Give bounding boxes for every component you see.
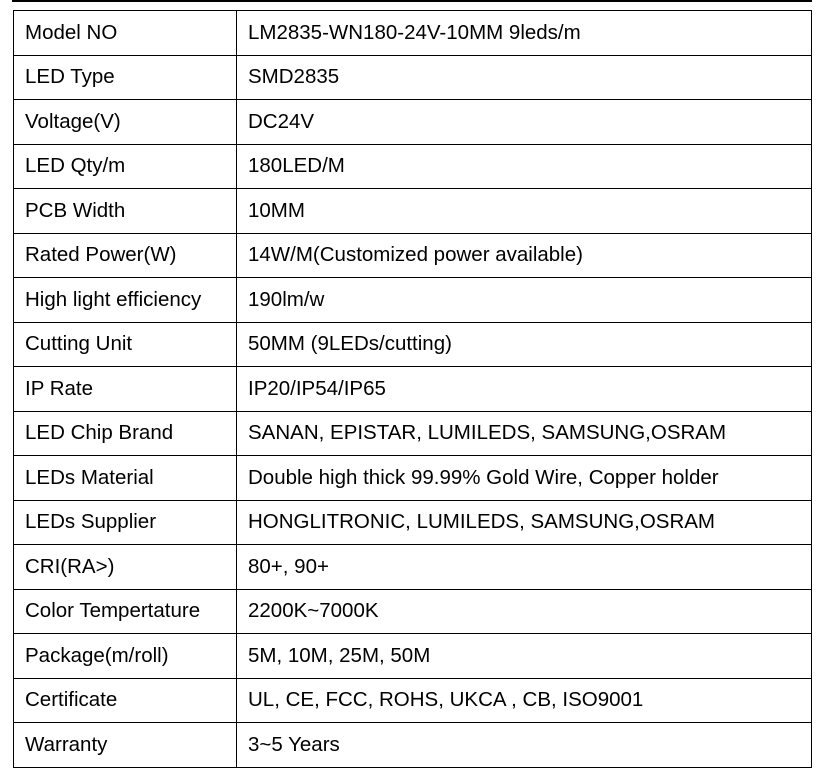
table-row	[14, 634, 812, 679]
spec-value-cell: 14W/M(Customized power available)	[237, 233, 812, 278]
spec-label-cell: Certificate	[14, 678, 237, 723]
table-row	[14, 322, 812, 367]
table-row	[14, 144, 812, 189]
spec-value-cell: 190lm/w	[237, 278, 812, 323]
spec-label-cell: LED Qty/m	[14, 144, 237, 189]
spec-value-cell: 3~5 Years	[237, 723, 812, 768]
table-row	[14, 100, 812, 145]
spec-label-cell: High light efficiency	[14, 278, 237, 323]
spec-label-cell: LED Type	[14, 55, 237, 100]
spec-value-cell: 180LED/M	[237, 144, 812, 189]
spec-label-cell: Package(m/roll)	[14, 634, 237, 679]
spec-value-cell: Double high thick 99.99% Gold Wire, Copper holder	[237, 456, 812, 501]
spec-value-cell: 10MM	[237, 189, 812, 234]
spec-label-cell: LEDs Supplier	[14, 500, 237, 545]
spec-value-cell: UL, CE, FCC, ROHS, UKCA , CB, ISO9001	[237, 678, 812, 723]
spec-label-cell: PCB Width	[14, 189, 237, 234]
spec-label-cell: Cutting Unit	[14, 322, 237, 367]
spec-label-cell: Rated Power(W)	[14, 233, 237, 278]
spec-label-cell: Color Tempertature	[14, 589, 237, 634]
table-row	[14, 367, 812, 412]
table-row	[14, 233, 812, 278]
spec-value-cell: SANAN, EPISTAR, LUMILEDS, SAMSUNG,OSRAM	[237, 411, 812, 456]
spec-label-cell: CRI(RA>)	[14, 545, 237, 590]
spec-value-cell: 50MM (9LEDs/cutting)	[237, 322, 812, 367]
table-row	[14, 189, 812, 234]
spec-label-cell: LED Chip Brand	[14, 411, 237, 456]
table-row	[14, 723, 812, 768]
spec-value-cell: IP20/IP54/IP65	[237, 367, 812, 412]
table-row	[14, 278, 812, 323]
table-row	[14, 545, 812, 590]
spec-table	[13, 10, 812, 768]
table-row	[14, 55, 812, 100]
table-row	[14, 678, 812, 723]
table-row	[14, 500, 812, 545]
spec-value-cell: 5M, 10M, 25M, 50M	[237, 634, 812, 679]
table-row	[14, 589, 812, 634]
spec-label-cell: LEDs Material	[14, 456, 237, 501]
spec-value-cell: 80+, 90+	[237, 545, 812, 590]
top-rule	[12, 0, 812, 2]
spec-value-cell: SMD2835	[237, 55, 812, 100]
table-row	[14, 11, 812, 56]
table-row	[14, 411, 812, 456]
spec-label-cell: IP Rate	[14, 367, 237, 412]
table-row	[14, 456, 812, 501]
spec-label-cell: Model NO	[14, 11, 237, 56]
spec-value-cell: HONGLITRONIC, LUMILEDS, SAMSUNG,OSRAM	[237, 500, 812, 545]
spec-value-cell: DC24V	[237, 100, 812, 145]
spec-table-body	[14, 11, 812, 768]
spec-label-cell: Voltage(V)	[14, 100, 237, 145]
spec-label-cell: Warranty	[14, 723, 237, 768]
spec-value-cell: 2200K~7000K	[237, 589, 812, 634]
spec-value-cell: LM2835-WN180-24V-10MM 9leds/m	[237, 11, 812, 56]
